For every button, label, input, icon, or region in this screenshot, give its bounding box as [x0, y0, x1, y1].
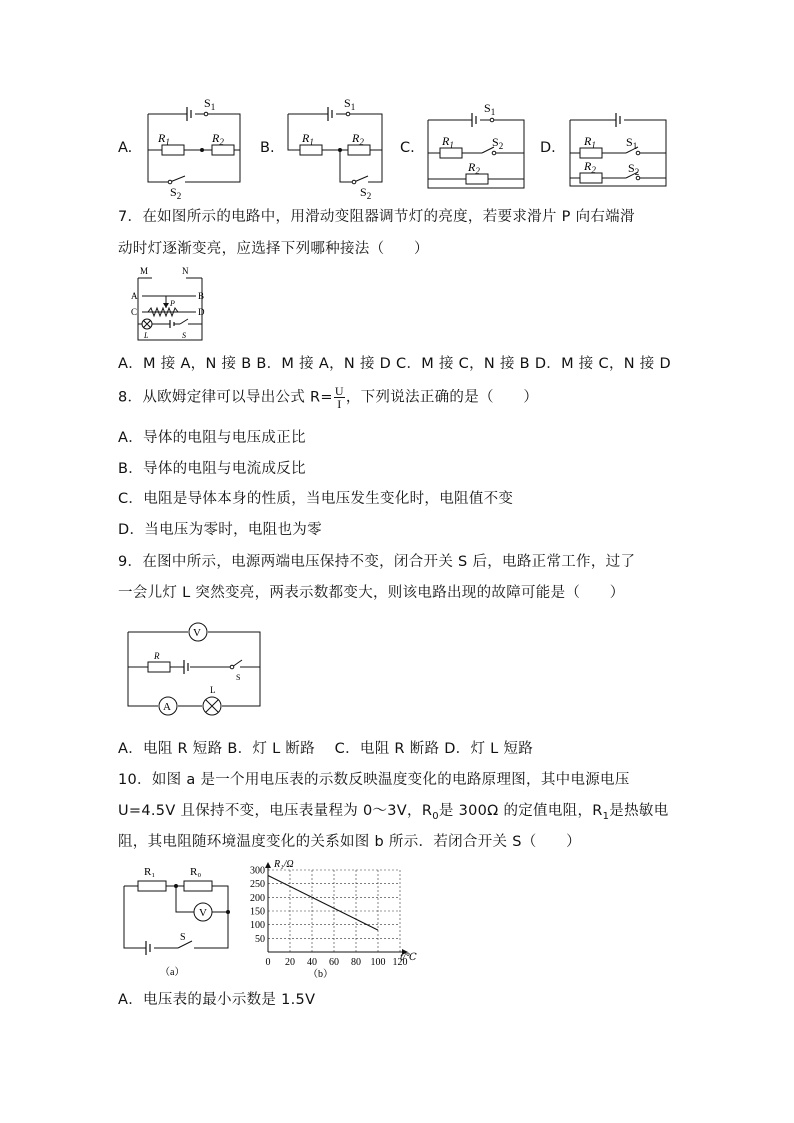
- q9-figure: [124, 620, 266, 716]
- chart-xlabel: t/℃: [400, 952, 417, 963]
- q6-option-c-circuit: [424, 92, 532, 192]
- x-tick-label: 20: [285, 957, 295, 968]
- svg-text:S1: $S_1$: [344, 96, 356, 112]
- q6-a-r1-label: $R_1$: [158, 131, 170, 147]
- svg-text:S: S: [182, 331, 186, 340]
- svg-text:S1: $S_1$: [484, 101, 496, 117]
- q8-stem: 8．从欧姆定律可以导出公式 R= $\frac{U}{I}$ ，下列说法正确的是（ ）: [118, 384, 539, 411]
- svg-text:R1: $R_1$: [584, 134, 596, 150]
- q6-option-a-label: A.: [118, 140, 133, 156]
- svg-text:S2: $S_2$: [492, 135, 504, 151]
- x-tick-label: 100: [370, 957, 386, 968]
- svg-text:M: M: [140, 266, 149, 276]
- svg-text:P: P: [170, 299, 175, 308]
- q7-stem-line1: 7．在如图所示的电路中，用滑动变阻器调节灯的亮度，若要求滑片 P 向右端滑: [118, 209, 635, 225]
- q8-option-d: D．当电压为零时，电阻也为零: [118, 522, 322, 538]
- svg-text:R₀: R₀: [190, 866, 202, 878]
- svg-text:V: V: [193, 627, 201, 639]
- q8-fraction: $\frac{U}{I}$: [334, 384, 344, 411]
- q8-option-a: A．导体的电阻与电压成正比: [118, 430, 306, 446]
- svg-text:A: A: [131, 291, 138, 301]
- y-tick-label: 50: [255, 933, 265, 945]
- q6-option-d-circuit: [566, 92, 672, 192]
- q6-option-b-circuit: [282, 92, 392, 200]
- svg-text:S2: $S_2$: [628, 161, 640, 177]
- svg-text:L: L: [144, 331, 149, 340]
- svg-text:A: A: [163, 701, 171, 713]
- q8-option-c: C．电阻是导体本身的性质，当电压发生变化时，电阻值不变: [118, 491, 514, 507]
- q10-stem-line2: U=4.5V 且保持不变，电压表量程为 0～3V，$R_0$是 300Ω 的定值电阻，$R_1$是热敏电: [118, 803, 669, 822]
- q10-stem-line3: 阻，其电阻随环境温度变化的关系如图 b 所示．若闭合开关 S（ ）: [118, 834, 581, 850]
- chart-ticks: [250, 866, 408, 969]
- svg-text:V: V: [199, 907, 207, 919]
- q6-a-r2-label: $R_2$: [212, 131, 224, 147]
- q7-options: A．M 接 A，N 接 B B．M 接 A，N 接 D C．M 接 C，N 接 B D．M 接 C，N 接 D: [118, 356, 671, 372]
- svg-text:R₁: R₁: [144, 866, 156, 878]
- q6-option-b-label: B.: [260, 140, 275, 156]
- q7-stem-line2: 动时灯逐渐变亮，应选择下列哪种接法（ ）: [118, 241, 429, 257]
- q9-stem-line2: 一会儿灯 L 突然变亮，两表示数都变大，则该电路出现的故障可能是（ ）: [118, 585, 625, 601]
- q10-option-a: A．电压表的最小示数是 1.5V: [118, 992, 316, 1008]
- svg-text:C: C: [131, 307, 138, 317]
- svg-text:R2: $R_2$: [468, 160, 480, 176]
- svg-text:S2: $S_2$: [360, 185, 372, 200]
- q10-stem-line1: 10．如图 a 是一个用电压表的示数反映温度变化的电路原理图，其中电源电压: [118, 772, 630, 788]
- svg-text:R1: $R_1$: [442, 134, 454, 150]
- q10-figure-a: [120, 860, 236, 982]
- svg-text:S: S: [236, 673, 241, 682]
- q6-a-s2-label: $S_2$: [170, 185, 182, 200]
- chart-caption: （b）: [308, 969, 333, 980]
- q9-options: A．电阻 R 短路 B．灯 L 断路 C．电阻 R 断路 D．灯 L 短路: [118, 741, 534, 757]
- y-tick-label: 100: [250, 920, 265, 932]
- svg-text:L: L: [210, 685, 216, 695]
- svg-text:R1: $R_1$: [302, 131, 314, 147]
- q9-stem-line1: 9．在图中所示，电源两端电压保持不变，闭合开关 S 后，电路正常工作，过了: [118, 554, 636, 570]
- y-axis-arrow: [265, 862, 271, 868]
- y-tick-label: 250: [250, 879, 265, 891]
- q10-figure-b-chart: [238, 856, 428, 982]
- y-tick-label: 200: [250, 892, 265, 904]
- svg-text:S1: $S_1$: [626, 135, 638, 151]
- q7-figure: [130, 262, 212, 344]
- x-tick-label: 60: [329, 957, 339, 968]
- q6-option-c-label: C.: [400, 140, 415, 156]
- svg-text:（a）: （a）: [160, 967, 185, 978]
- svg-text:R2: $R_2$: [352, 131, 364, 147]
- q8-option-b: B．导体的电阻与电流成反比: [118, 461, 306, 477]
- q6-a-s1-label: $S_1$: [204, 96, 216, 112]
- svg-text:B: B: [198, 291, 205, 301]
- x-tick-label: 80: [351, 957, 361, 968]
- chart-ylabel: R₁/Ω: [274, 859, 294, 870]
- chart-grid: [268, 870, 400, 952]
- svg-text:N: N: [182, 266, 189, 276]
- svg-text:D: D: [198, 307, 205, 317]
- q6-option-d-label: D.: [540, 140, 556, 156]
- q6-options: [0, 92, 794, 202]
- q6-option-a-circuit: [140, 92, 250, 200]
- x-tick-label: 0: [265, 957, 271, 968]
- svg-text:R: R: [154, 651, 160, 661]
- x-tick-label: 40: [307, 957, 317, 968]
- y-tick-label: 150: [250, 906, 265, 918]
- svg-text:R2: $R_2$: [584, 159, 596, 175]
- y-tick-label: 300: [250, 865, 265, 877]
- x-tick-label: 120: [392, 957, 408, 968]
- chart-axes: [265, 862, 408, 955]
- svg-text:S: S: [180, 932, 186, 943]
